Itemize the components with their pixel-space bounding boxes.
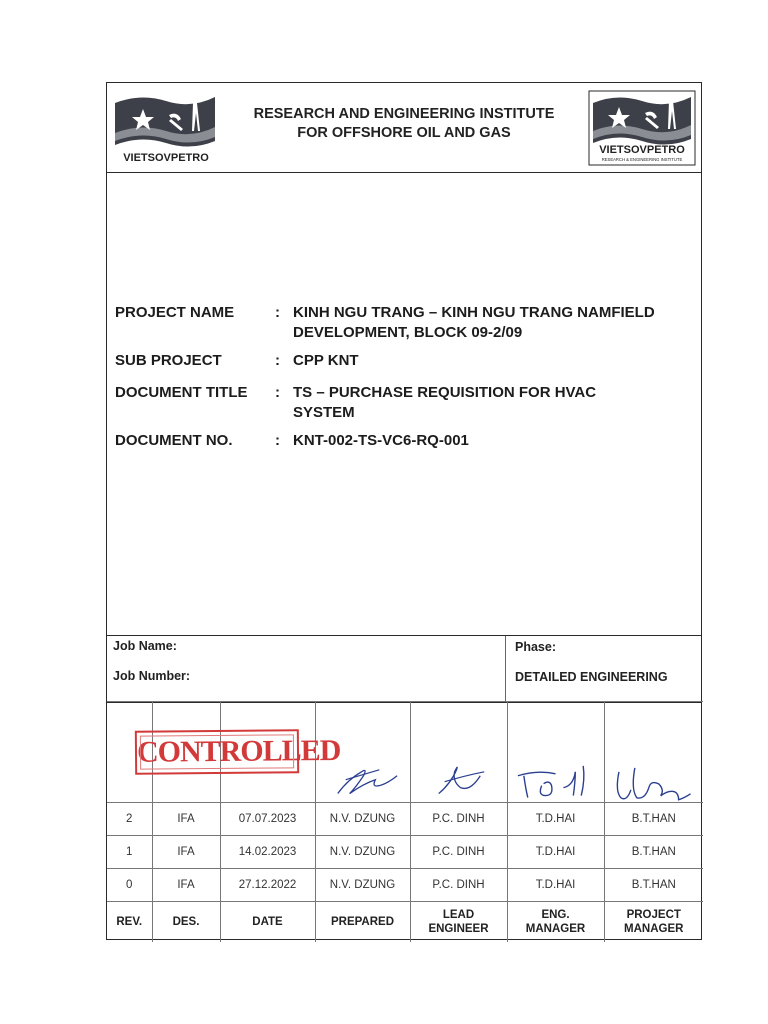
des-cell: IFA [152, 869, 220, 902]
col-header-date: DATE [220, 902, 315, 943]
logo-subtext: RESEARCH & ENGINEERING INSTITUTE [601, 157, 683, 162]
project-manager-cell: B.T.HAN [604, 836, 703, 869]
prepared-cell: N.V. DZUNG [315, 869, 410, 902]
document-no-label: DOCUMENT NO. [115, 432, 233, 449]
eng-manager-cell: T.D.HAI [507, 869, 604, 902]
document-title-value: TS – PURCHASE REQUISITION FOR HVAC SYSTEM [293, 384, 597, 421]
vietsovpetro-institute-logo [587, 89, 697, 167]
institute-line-1: RESEARCH AND ENGINEERING INSTITUTE [253, 106, 555, 122]
rev-cell: 2 [107, 803, 152, 836]
phase-label: Phase: [515, 640, 556, 654]
job-name-label: Job Name: [113, 639, 177, 653]
col-header-des: DES. [152, 902, 220, 943]
lead-engineer-cell: P.C. DINH [410, 836, 507, 869]
revision-row [107, 869, 703, 902]
colon: : [275, 432, 280, 449]
col-header-eng-line2: MANAGER [525, 923, 586, 935]
lead-engineer-cell: P.C. DINH [410, 803, 507, 836]
project-manager-cell: B.T.HAN [604, 869, 703, 902]
des-cell: IFA [152, 836, 220, 869]
stamp-text: CONTROLLED [136, 733, 341, 769]
date-cell: 07.07.2023 [220, 803, 315, 836]
sub-project-value: CPP KNT [293, 352, 359, 369]
colon: : [275, 384, 280, 401]
revision-row [107, 803, 703, 836]
eng-manager-cell: T.D.HAI [507, 803, 604, 836]
col-header-pm-line2: MANAGER [624, 923, 684, 935]
document-title-label: DOCUMENT TITLE [115, 384, 248, 401]
project-name-value: KINH NGU TRANG – KINH NGU TRANG NAMFIELD DEVELOPMENT, BLOCK 09-2/09 [293, 304, 655, 341]
signature-eng-manager [508, 702, 604, 802]
sig-cell-pm [604, 702, 703, 803]
job-number-label: Job Number: [113, 669, 191, 683]
date-cell: 27.12.2022 [220, 869, 315, 902]
institute-line-2: FOR OFFSHORE OIL AND GAS [297, 125, 511, 141]
col-header-eng-manager [507, 902, 604, 943]
rev-cell: 0 [107, 869, 152, 902]
lead-engineer-cell: P.C. DINH [410, 869, 507, 902]
col-header-lead-engineer [410, 902, 507, 943]
signature-row [107, 702, 703, 803]
sig-cell-eng [507, 702, 604, 803]
job-divider [505, 636, 506, 702]
job-info-box [107, 635, 701, 703]
phase-value: DETAILED ENGINEERING [515, 670, 668, 684]
logo-text: VIETSOVPETRO [123, 152, 209, 164]
date-cell: 14.02.2023 [220, 836, 315, 869]
revision-table [107, 701, 703, 942]
col-header-project-manager [604, 902, 703, 943]
controlled-stamp [135, 729, 341, 774]
col-header-lead-line1: LEAD [442, 909, 475, 921]
document-no-value: KNT-002-TS-VC6-RQ-001 [293, 432, 469, 449]
vietsovpetro-logo [111, 89, 221, 167]
project-manager-cell: B.T.HAN [604, 803, 703, 836]
signature-lead-engineer [411, 702, 507, 802]
prepared-cell: N.V. DZUNG [315, 803, 410, 836]
signature-project-manager [605, 702, 704, 802]
project-name-label: PROJECT NAME [115, 304, 235, 321]
col-header-lead-line2: ENGINEER [428, 923, 489, 935]
col-header-rev: REV. [107, 902, 152, 943]
institute-name [225, 105, 583, 143]
sub-project-label: SUB PROJECT [115, 352, 222, 369]
document-cover-sheet [106, 82, 702, 940]
colon: : [275, 352, 280, 369]
col-header-pm-line1: PROJECT [626, 909, 681, 921]
rev-cell: 1 [107, 836, 152, 869]
column-header-row [107, 902, 703, 943]
sig-cell-lead [410, 702, 507, 803]
col-header-eng-line1: ENG. [541, 909, 570, 921]
revision-row [107, 836, 703, 869]
des-cell: IFA [152, 803, 220, 836]
prepared-cell: N.V. DZUNG [315, 836, 410, 869]
eng-manager-cell: T.D.HAI [507, 836, 604, 869]
sig-cell-rev [107, 702, 341, 803]
colon: : [275, 304, 280, 321]
col-header-prepared: PREPARED [315, 902, 410, 943]
logo-text-right: VIETSOVPETRO [599, 144, 685, 156]
header [107, 83, 701, 173]
